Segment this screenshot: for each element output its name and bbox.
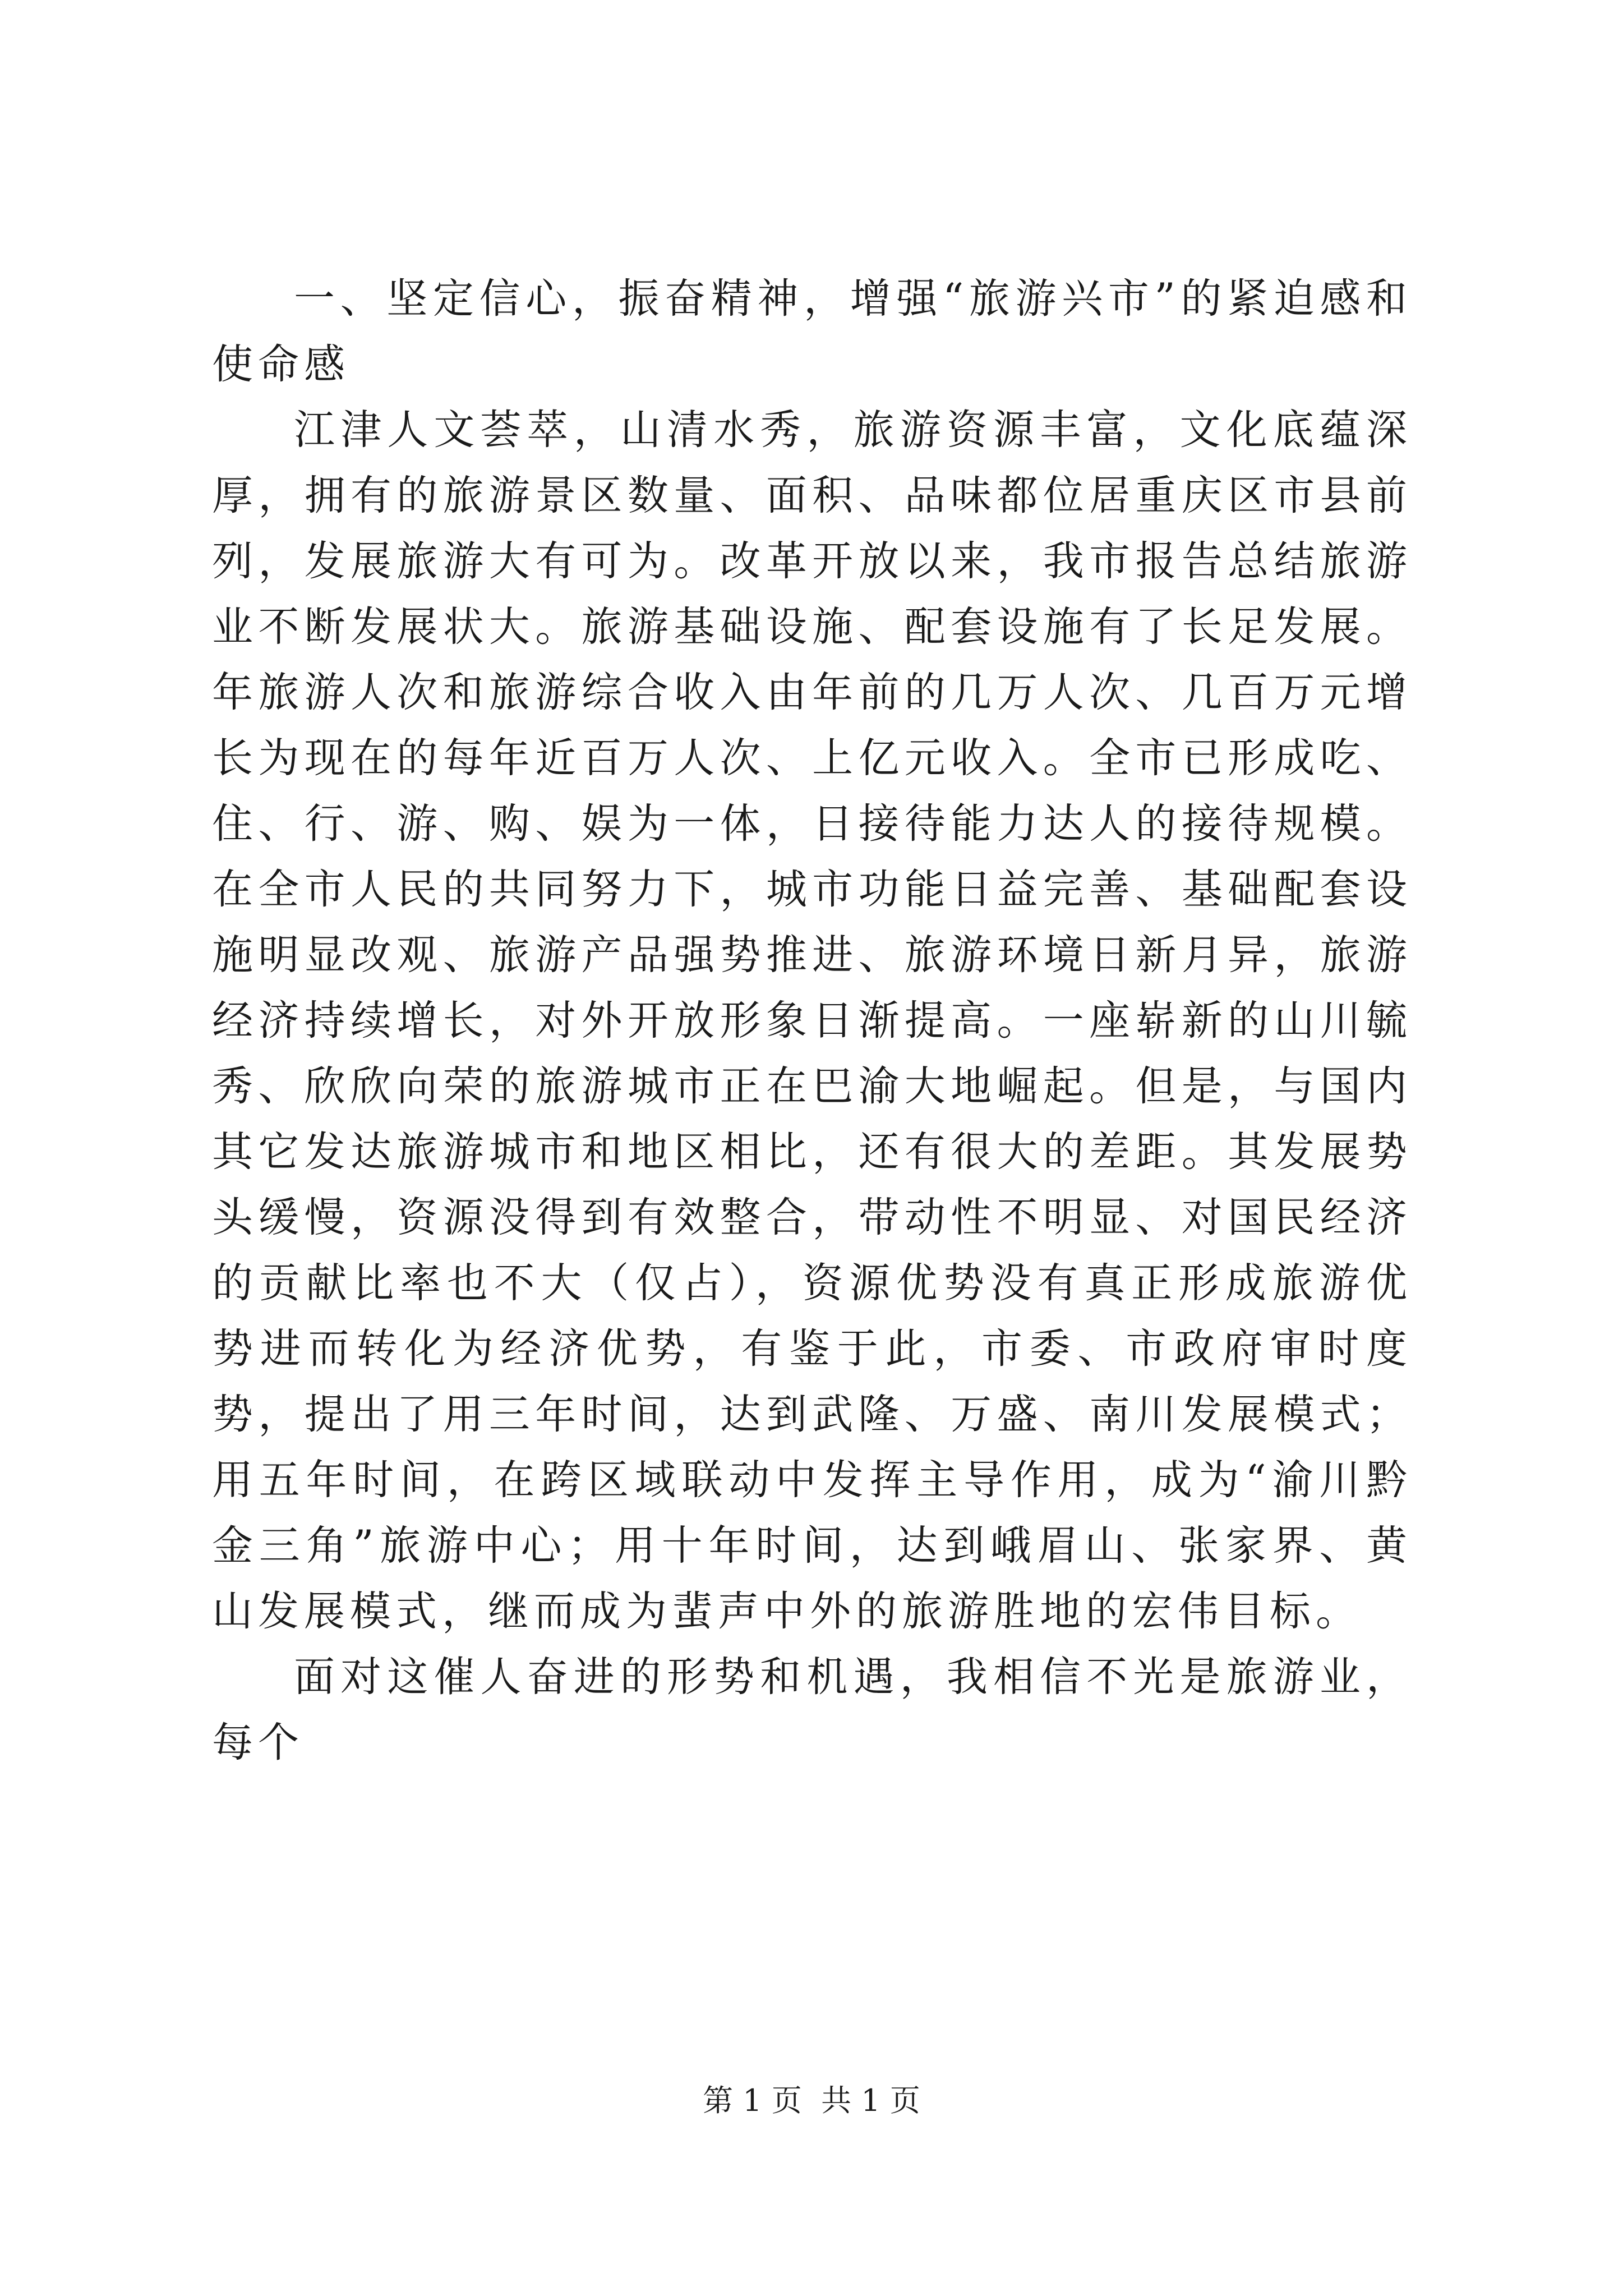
document-body	[212, 266, 1412, 1775]
body-paragraph: 面对这催人奋进的形势和机遇，我相信不光是旅游业，每个	[212, 1653, 1412, 1766]
section-heading: 一、坚定信心，振奋精神，增强“旅游兴市”的紧迫感和使命感	[212, 275, 1412, 388]
body-paragraph: 江津人文荟萃，山清水秀，旅游资源丰富，文化底蕴深厚，拥有的旅游景区数量、面积、品味都位居重庆区市县前列，发展旅游大有可为。改革开放以来，我市报告总结旅游业不断发展状大。旅游基础设施、配套设施有了长足发展。年旅游人次和旅游综合收入由年前的几万人次、几百万元增长为现在的每年近百万人次、上亿元收入。全市已形成吃、住、行、游、购、娱为一体，日接待能力达人的接待规模。在全市人民的共同努力下，城市功能日益完善、基础配套设施明显改观、旅游产品强势推进、旅游环境日新月异，旅游经济持续增长，对外开放形象日渐提高。一座崭新的山川毓秀、欣欣向荣的旅游城市正在巴渝大地崛起。但是，与国内其它发达旅游城市和地区相比，还有很大的差距。其发展势头缓慢，资源没得到有效整合，带动性不明显、对国民经济的贡献比率也不大（仅占），资源优势没有真正形成旅游优势进而转化为经济优势，有鉴于此，市委、市政府审时度势，提出了用三年时间，达到武隆、万盛、南川发展模式；用五年时间，在跨区域联动中发挥主导作用，成为“渝川黔金三角”旅游中心；用十年时间，达到峨眉山、张家界、黄山发展模式，继而成为蜚声中外的旅游胜地的宏伟目标。	[212, 406, 1412, 1635]
page-number: 第 1 页 共 1 页	[703, 2083, 920, 2118]
page-footer	[0, 2084, 1623, 2118]
